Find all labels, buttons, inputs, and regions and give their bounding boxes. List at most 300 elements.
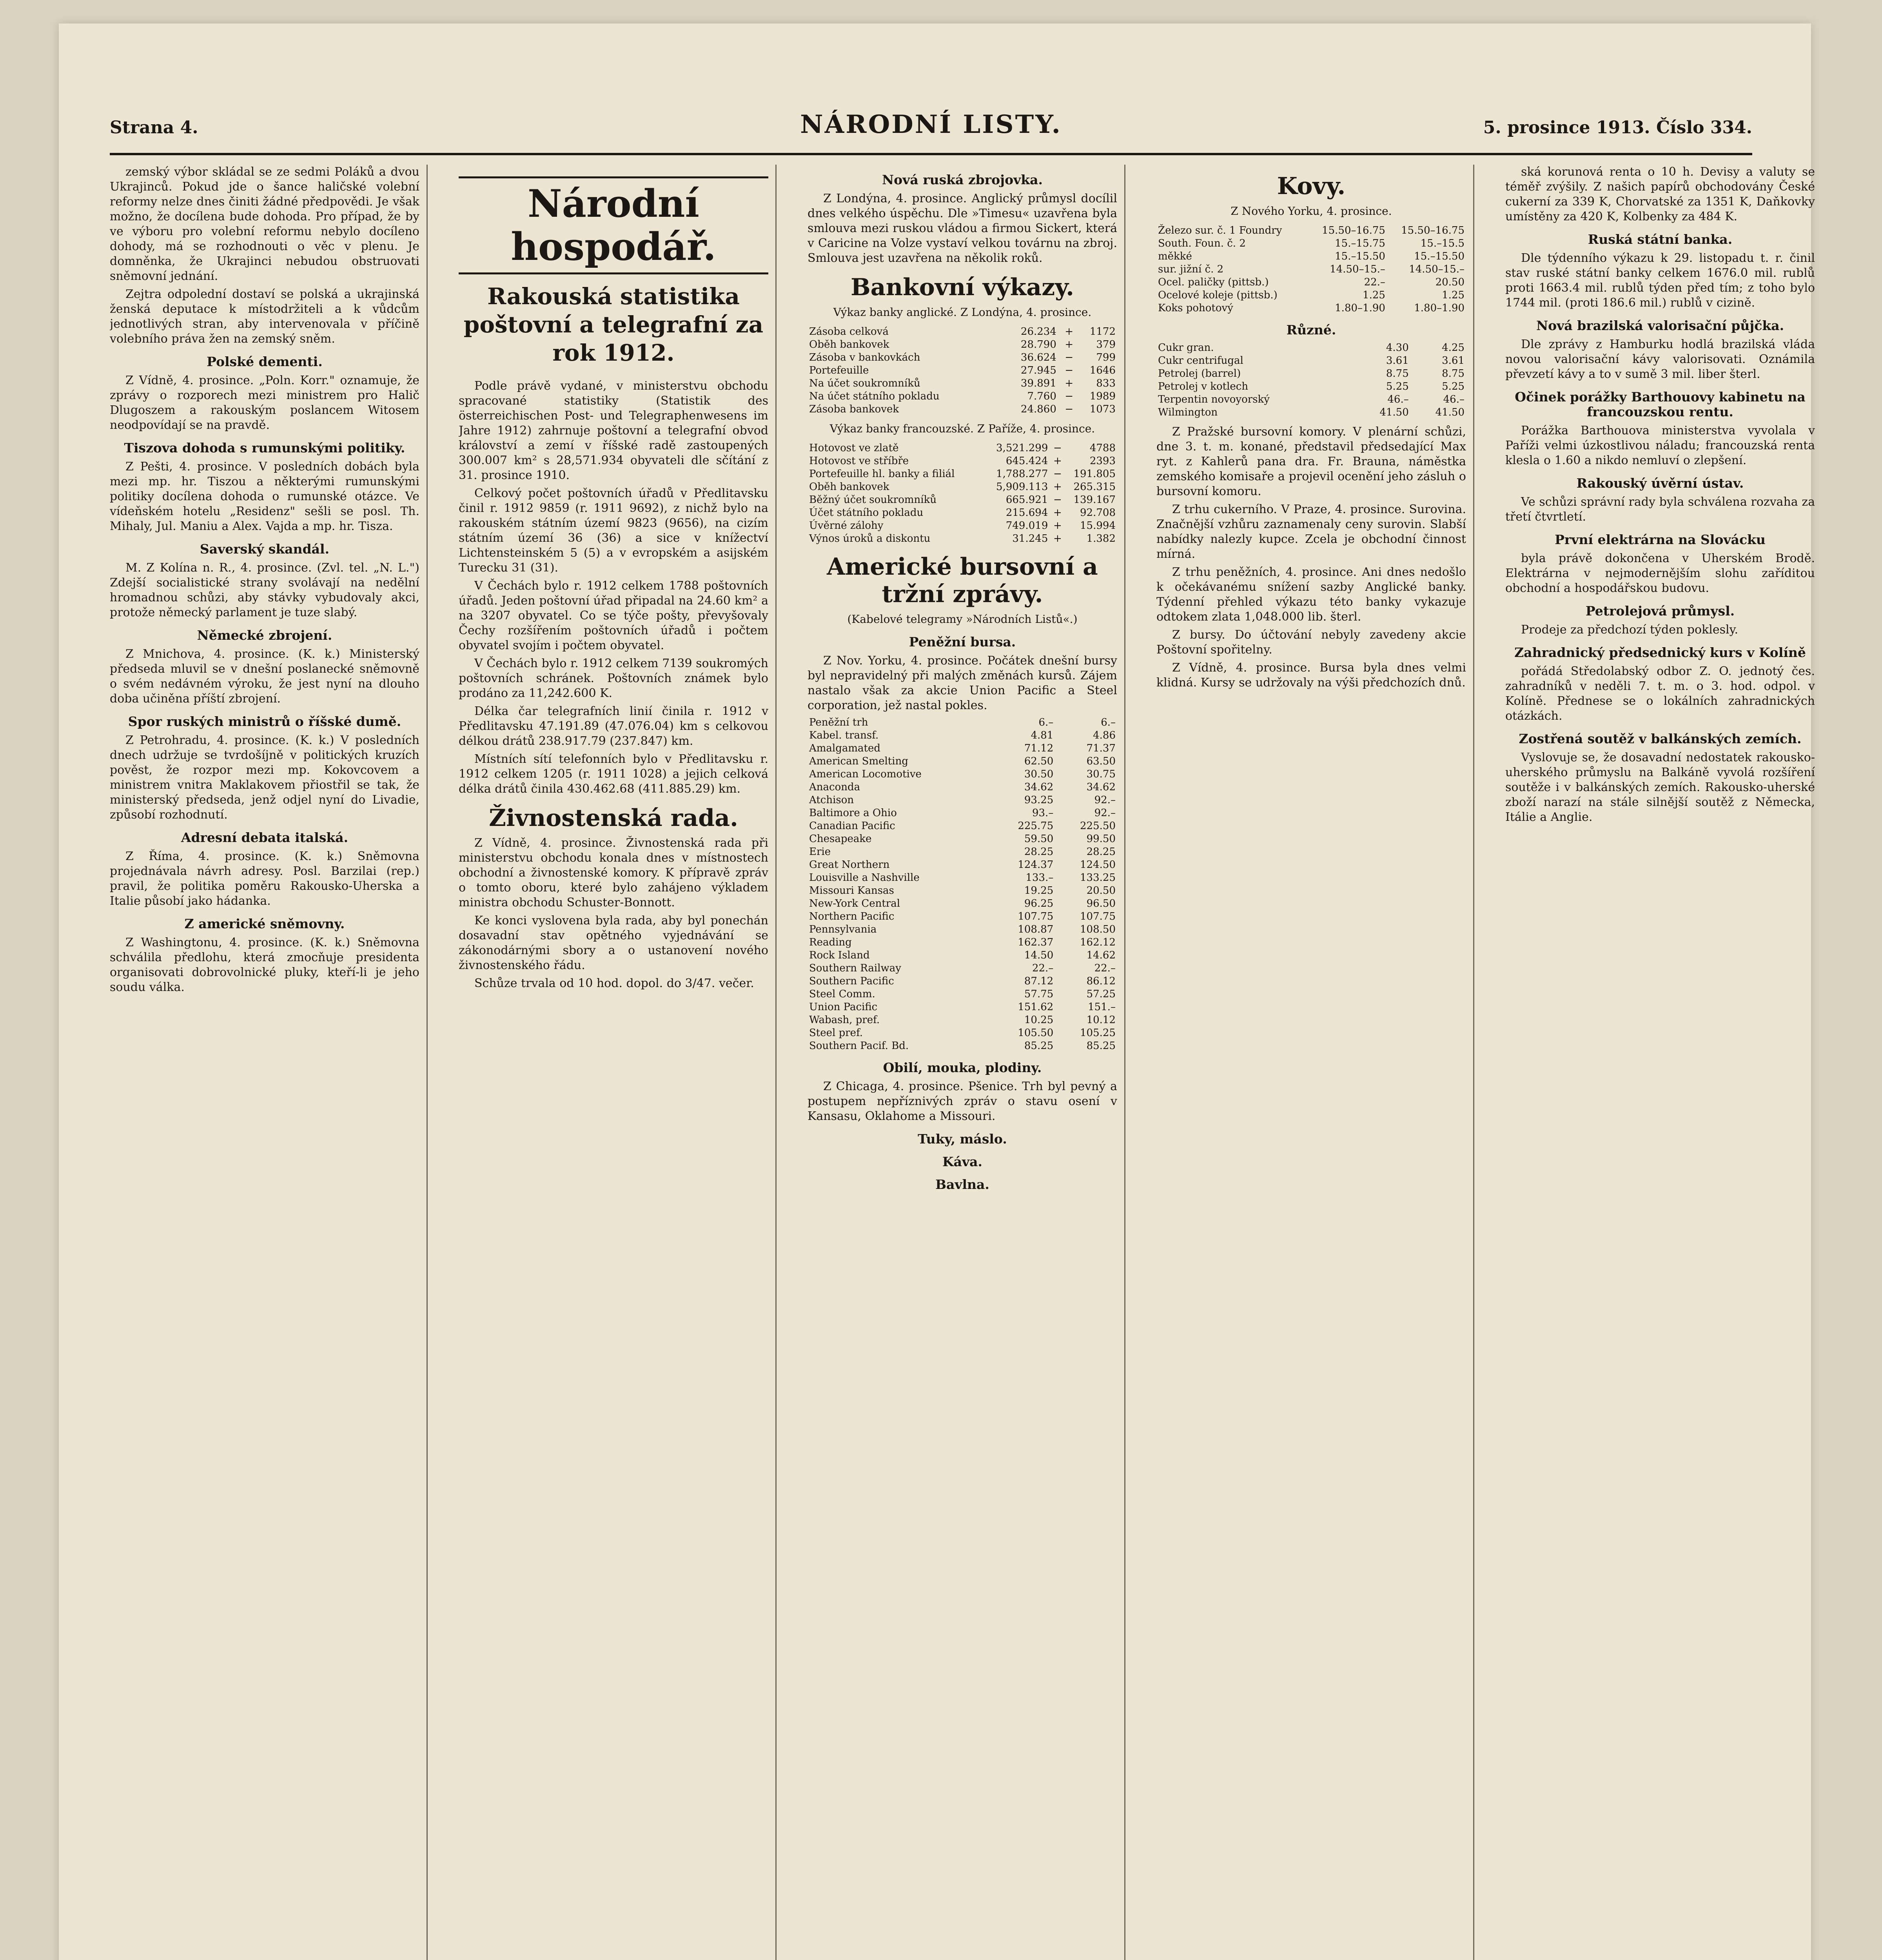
cell-value: 59.50 — [1024, 833, 1054, 845]
cell-value: 151.– — [1088, 1001, 1116, 1013]
cell-value: 665.921 — [1005, 494, 1048, 506]
english-bank-table — [808, 325, 1117, 416]
cell-value: 15.–15.50 — [1414, 250, 1465, 262]
table-row — [808, 442, 1117, 455]
cell-value: 4.25 — [1442, 342, 1465, 354]
row-label: Ocel. paličky (pittsb.) — [1158, 276, 1269, 288]
row-label: Cukr centrifugal — [1158, 355, 1243, 367]
cell-value: 5.25 — [1386, 381, 1409, 392]
cell-value: 15.994 — [1080, 520, 1116, 532]
cell-value: 1.25 — [1442, 289, 1465, 301]
paragraph: M. Z Kolína n. R., 4. prosince. (Zvl. tel. „N. L.") Zdejší socialistické strany svolávají na nedělní hromadnou schůzi, aby stávky vybudovaly akci, protože německý parlament je tuze slabý. — [110, 561, 419, 619]
cell-value: 5.25 — [1442, 381, 1465, 392]
table-row — [808, 884, 1117, 897]
cell-value: 24.860 — [1020, 403, 1056, 415]
table-row — [808, 768, 1117, 781]
paragraph: pořádá Středolabský odbor Z. O. jednotý čes. zahradníků v neděli 7. t. m. o 3. hod. odpol. v Kolíně. Přednese se o lokálních zahradnických otázkách. — [1505, 664, 1815, 723]
table-row — [808, 949, 1117, 962]
section-heading: Zostřená soutěž v balkánských zemích. — [1519, 731, 1802, 746]
paragraph: Ve schůzi správní rady byla schválena rozvaha za třetí čtvrtletí. — [1505, 495, 1815, 524]
table-row — [808, 403, 1117, 416]
paragraph: Délka čar telegrafních linií činila r. 1912 v Předlitavsku 47.191.89 (47.076.04) km s celkovou délkou drátů 238.917.79 (237.847) km. — [459, 704, 768, 748]
stock-table — [808, 716, 1117, 1053]
paragraph: Z Vídně, 4. prosince. Živnostenská rada při ministerstvu obchodu konala dnes v místnostech obchodní a živnostenské komory. K přípravě zpráv o tomto oboru, které bylo zahájeno výkladem ministra obchodu Schuster-Bonnott. — [459, 836, 768, 909]
paragraph: Ke konci vyslovena byla rada, aby byl ponechán dosavadní stav opětného vyjednávání se zákonodárnými sbory a o ustanovení nového živnostenského řádu. — [459, 914, 768, 972]
cell-value: + — [1065, 339, 1074, 350]
table-row — [808, 532, 1117, 545]
cell-value: 225.75 — [1018, 820, 1054, 832]
paragraph: Celkový počet poštovních úřadů v Předlitavsku činil r. 1912 9859 (r. 1911 9692), z nichž bylo na rakouském státním území 9823 (9656), na cizím státním území 36 (36) a sice v knížectví Lichtensteinském 5 (5) a v evropském a asijském Turecku 31 (31). — [459, 486, 768, 575]
masthead-title: NÁRODNÍ LISTY. — [800, 110, 1062, 139]
table-row — [1156, 250, 1466, 263]
cell-value: 1,788.277 — [996, 468, 1048, 480]
cell-value: 105.25 — [1080, 1027, 1116, 1039]
cell-value: 4.86 — [1093, 730, 1116, 741]
cell-value: 799 — [1096, 352, 1116, 363]
cell-value: 85.25 — [1086, 1040, 1116, 1052]
cell-value: 3.61 — [1442, 355, 1465, 367]
table-row — [1156, 263, 1466, 276]
row-label: Anaconda — [809, 781, 860, 793]
cell-value: − — [1053, 468, 1062, 480]
cell-value: 99.50 — [1086, 833, 1116, 845]
table-row — [808, 962, 1117, 975]
table-row — [808, 455, 1117, 468]
cell-value: 93.– — [1032, 807, 1054, 819]
cell-value: + — [1065, 326, 1074, 338]
cell-value: 1.80–1.90 — [1414, 302, 1465, 314]
cell-value: 71.37 — [1086, 742, 1116, 754]
cell-value: 15.–15.5 — [1420, 238, 1465, 249]
cell-value: 162.12 — [1080, 936, 1116, 948]
row-label: Pennsylvania — [809, 924, 877, 935]
cell-value: 4.30 — [1386, 342, 1409, 354]
cell-value: 151.62 — [1018, 1001, 1054, 1013]
table-row — [1156, 276, 1466, 289]
cell-value: 36.624 — [1020, 352, 1056, 363]
cell-value: 87.12 — [1024, 975, 1054, 987]
table-row — [808, 755, 1117, 768]
row-label: Steel Comm. — [809, 988, 875, 1000]
row-label: Ocelové koleje (pittsb.) — [1158, 289, 1278, 301]
cell-value: 20.50 — [1435, 276, 1465, 288]
paragraph: Z Nov. Yorku, 4. prosince. Počátek dnešní bursy byl nepravidelný při malých změnách kursů. Zájem nastalo však za akcie Union Pacific a Steel corporation, jež nastal pokles. — [808, 654, 1117, 712]
cell-value: 265.315 — [1073, 481, 1116, 493]
section-heading: Káva. — [942, 1154, 983, 1169]
table-row — [808, 481, 1117, 494]
table-row — [808, 975, 1117, 988]
paragraph: Z Petrohradu, 4. prosince. (K. k.) V posledních dnech udržuje se tvrdošíjně v politických kruzích pověst, že rozpor mezi mp. Kokovcovem a ministrem vnitra Maklakovem přiostřil se tak, že ministerský předseda, jenž odjel nyní do Livadie, způsobí rozhodnutí. — [110, 733, 419, 822]
cell-value: 8.75 — [1442, 368, 1465, 379]
cell-value: 10.25 — [1024, 1014, 1054, 1026]
table-row — [1156, 393, 1466, 406]
paragraph: Prodeje za předchozí týden poklesly. — [1521, 623, 1739, 637]
section-heading: Polské dementi. — [207, 354, 323, 369]
cell-value: 107.75 — [1080, 911, 1116, 922]
cell-value: 85.25 — [1024, 1040, 1054, 1052]
cell-value: 31.245 — [1012, 533, 1048, 544]
section-heading: Peněžní bursa. — [909, 634, 1016, 650]
section-heading: Rakouský úvěrní ústav. — [1576, 475, 1744, 491]
row-label: Steel pref. — [809, 1027, 863, 1039]
table-row — [808, 1027, 1117, 1040]
row-label: Southern Pacific — [809, 975, 894, 987]
paragraph: Z Mnichova, 4. prosince. (K. k.) Ministerský předseda mluvil se v dnešní poslanecké sněmovně o svém nedávném výroku, že jest nyní na dlouho doba učiněna příští zbrojení. — [110, 647, 419, 706]
french-bank-table — [808, 442, 1117, 545]
row-label: Zásoba celková — [809, 326, 889, 338]
row-label: Northern Pacific — [809, 911, 895, 922]
cell-value: 124.50 — [1080, 859, 1116, 871]
cell-value: 15.50–16.75 — [1401, 225, 1465, 236]
row-label: Úvěrné zálohy — [809, 520, 884, 532]
table-caption: Výkaz banky anglické. Z Londýna, 4. prosince. — [833, 306, 1092, 319]
section-heading: Různé. — [1286, 322, 1336, 338]
cell-value: 26.234 — [1020, 326, 1056, 338]
cell-value: 124.37 — [1018, 859, 1054, 871]
table-row — [808, 910, 1117, 923]
row-label: Great Northern — [809, 859, 890, 871]
cell-value: 4.81 — [1031, 730, 1054, 741]
paragraph: Dle týdenního výkazu k 29. listopadu t. r. činil stav ruské státní banky celkem 1676.0 mil. rublů proti 1663.4 mil. rublů týden před tím; z toho bylo 1744 mil. (proti 186.6 mil.) rublů v cizině. — [1505, 251, 1815, 310]
cell-value: − — [1065, 352, 1074, 363]
section-heading: Německé zbrojení. — [197, 628, 332, 643]
cell-value: 22.– — [1364, 276, 1385, 288]
column-4 — [1156, 165, 1474, 1960]
cell-value: 14.50–15.– — [1330, 263, 1385, 275]
cell-value: 14.50–15.– — [1409, 263, 1465, 275]
cell-value: 225.50 — [1080, 820, 1116, 832]
row-label: Union Pacific — [809, 1001, 878, 1013]
row-label: Southern Railway — [809, 962, 901, 974]
cell-value: + — [1053, 533, 1062, 544]
section-heading: Bavlna. — [935, 1177, 989, 1192]
paragraph: Z Vídně, 4. prosince. „Poln. Korr." oznamuje, že zprávy o rozporech mezi ministrem pro Halič Dlugoszem a rakouským poslancem Witosem neodpovídají se na pravdě. — [110, 374, 419, 432]
paragraph: Z Pešti, 4. prosince. V posledních dobách byla mezi mp. hr. Tiszou a některými rumunskými politiky docílena dohoda o rumunské otázce. Ve vídeňském hotelu „Residenz" sešli se posl. Th. Mihaly, Jul. Maniu a Alex. Vajda a mp. hr. Tisza. — [110, 460, 419, 533]
cell-value: 749.019 — [1005, 520, 1048, 532]
row-label: Wabash, pref. — [809, 1014, 880, 1026]
cell-value: − — [1053, 494, 1062, 506]
cell-value: 3,521.299 — [996, 442, 1048, 454]
cell-value: 46.– — [1443, 394, 1465, 405]
row-label: Canadian Pacific — [809, 820, 895, 832]
table-row — [808, 325, 1117, 338]
table-row — [1156, 341, 1466, 354]
cell-value: 14.62 — [1086, 949, 1116, 961]
section-heading: Saverský skandál. — [200, 541, 330, 557]
column-3 — [808, 165, 1125, 1960]
cell-value: 10.12 — [1086, 1014, 1116, 1026]
paragraph: Z trhu cukerního. V Praze, 4. prosince. Surovina. Značnější vzhůru zaznamenaly ceny surovin. Slabší nabídky nalezly kupce. Zcela je obchodní činnost mírná. — [1156, 503, 1466, 561]
column-5 — [1505, 165, 1822, 1960]
cell-value: 215.694 — [1005, 507, 1048, 519]
row-label: Běžný účet soukromníků — [809, 494, 937, 506]
cell-value: 92.– — [1094, 794, 1116, 806]
cell-value: 28.25 — [1086, 846, 1116, 858]
row-label: Cukr gran. — [1158, 342, 1214, 354]
cell-value: 39.891 — [1020, 377, 1056, 389]
row-label: Zásoba bankovek — [809, 403, 899, 415]
cell-value: 6.– — [1038, 717, 1054, 728]
cell-value: 30.75 — [1086, 768, 1116, 780]
cell-value: 34.62 — [1086, 781, 1116, 793]
paragraph: Z Washingtonu, 4. prosince. (K. k.) Sněmovna schválila předlohu, která zmocňuje presidenta organisovati dobrovolnické pluky, kteří-li je jeho soudu válka. — [110, 936, 419, 994]
row-label: Hotovost ve zlatě — [809, 442, 899, 454]
cell-value: 86.12 — [1086, 975, 1116, 987]
misc-table — [1156, 341, 1466, 419]
cell-value: 22.– — [1094, 962, 1116, 974]
paragraph: byla právě dokončena v Uherském Brodě. Elektrárna v nejmodernějším slohu zaříditou obchodní a hospodářskou budovu. — [1505, 552, 1815, 595]
table-row — [1156, 354, 1466, 367]
section-heading: Obilí, mouka, plodiny. — [883, 1060, 1042, 1075]
table-row — [808, 897, 1117, 910]
table-row — [808, 988, 1117, 1001]
table-row — [808, 936, 1117, 949]
row-label: Chesapeake — [809, 833, 872, 845]
cell-value: + — [1065, 377, 1074, 389]
table-row — [808, 846, 1117, 858]
cell-value: 46.– — [1387, 394, 1409, 405]
paragraph: Místních sítí telefonních bylo v Předlitavsku r. 1912 celkem 1205 (r. 1911 1028) a jejich celková délka drátů činila 430.462.68 (411.885.29) km. — [459, 752, 768, 796]
row-label: Koks pohotový — [1158, 302, 1233, 314]
cell-value: 22.– — [1032, 962, 1054, 974]
section-heading: Nová ruská zbrojovka. — [882, 172, 1043, 187]
cell-value: 5,909.113 — [996, 481, 1048, 493]
cell-value: 2393 — [1089, 455, 1116, 467]
article-title: Americké bursovní a tržní zprávy. — [827, 553, 1098, 608]
cell-value: 7.760 — [1027, 390, 1056, 402]
section-heading: První elektrárna na Slovácku — [1555, 532, 1766, 547]
cell-value: 57.75 — [1024, 988, 1054, 1000]
caption: (Kabelové telegramy »Národních Listů«.) — [847, 613, 1078, 626]
table-row — [808, 729, 1117, 742]
page-number: Strana 4. — [110, 118, 198, 138]
table-row — [1156, 224, 1466, 237]
cell-value: 57.25 — [1086, 988, 1116, 1000]
cell-value: 833 — [1096, 377, 1116, 389]
row-label: Louisville a Nashville — [809, 872, 920, 884]
row-label: New-York Central — [809, 898, 900, 909]
table-row — [808, 468, 1117, 481]
cell-value: 105.50 — [1018, 1027, 1054, 1039]
row-label: sur. jižní č. 2 — [1158, 263, 1224, 275]
table-row — [1156, 406, 1466, 419]
row-label: Oběh bankovek — [809, 339, 889, 350]
paragraph: Z Vídně, 4. prosince. Bursa byla dnes velmi klidná. Kursy se udržovaly na výši předchozích dnů. — [1156, 661, 1466, 690]
cell-value: + — [1053, 520, 1062, 532]
row-label: Železo sur. č. 1 Foundry — [1158, 225, 1282, 236]
row-label: Rock Island — [809, 949, 870, 961]
cell-value: 1989 — [1089, 390, 1116, 402]
table-row — [808, 1014, 1117, 1027]
paragraph: Schůze trvala od 10 hod. dopol. do 3/47. večer. — [474, 976, 754, 990]
table-row — [808, 923, 1117, 936]
paragraph: V Čechách bylo r. 1912 celkem 1788 poštovních úřadů. Jeden poštovní úřad připadal na 24.60 km² a na 3207 obyvatel. Co se týče pošty, převyšovaly Čechy rozšířením poštovních úřadů i počtem obyvatel svojím i počtem obyvatel. — [459, 579, 768, 652]
cell-value: 108.87 — [1018, 924, 1054, 935]
row-label: Missouri Kansas — [809, 885, 894, 897]
row-label: Portefeuille — [809, 365, 869, 376]
cell-value: 41.50 — [1435, 407, 1465, 418]
cell-value: 34.62 — [1024, 781, 1054, 793]
cell-value: 8.75 — [1386, 368, 1409, 379]
paragraph: Dle zprávy z Hamburku hodlá brazilská vláda novou valorisační kávy valorisovati. Oznámila převzetí kávy a to v sumě 3 mil. liber šterl. — [1505, 338, 1815, 381]
column-2 — [459, 165, 777, 1960]
newspaper-page — [59, 24, 1815, 1960]
article-title: Bankovní výkazy. — [850, 274, 1074, 301]
paragraph: Z bursy. Do účtování nebyly zavedeny akcie Poštovní spořitelny. — [1156, 628, 1466, 657]
table-row — [808, 794, 1117, 807]
row-label: Atchison — [809, 794, 854, 806]
section-heading: Tuky, máslo. — [918, 1131, 1007, 1147]
table-row — [808, 858, 1117, 871]
table-row — [808, 390, 1117, 403]
row-label: Oběh bankovek — [809, 481, 889, 493]
cell-value: 1.80–1.90 — [1335, 302, 1385, 314]
row-label: Na účet státního pokladu — [809, 390, 940, 402]
row-label: Peněžní trh — [809, 717, 868, 728]
column-1 — [110, 165, 428, 1960]
cell-value: 63.50 — [1086, 755, 1116, 767]
section-heading: Tiszova dohoda s rumunskými politiky. — [124, 440, 405, 456]
table-row — [808, 716, 1117, 729]
paragraph: Z trhu peněžních, 4. prosince. Ani dnes nedošlo k očekávanému snížení sazby Anglické banky. Týdenní přehled výkazu této banky vykazuje odtokem zlata 1,048.000 lib. šterl. — [1156, 565, 1466, 624]
cell-value: 96.25 — [1024, 898, 1054, 909]
table-row — [808, 338, 1117, 351]
paragraph: zemský výbor skládal se ze sedmi Poláků a dvou Ukrajinců. Pokud jde o šance haličské volební reformy nelze dnes činiti žádné předpovědi. Je však možno, že docílena bude dohoda. Pro případ, že by ve výboru pro volební reformu nebylo docíleno dohody, má se rozhodnouti o věc v plenu. Je domněnka, že Ukrajinci nebudou obstruovati sněmovní jednání. — [110, 165, 419, 283]
cell-value: 15.–15.50 — [1335, 250, 1385, 262]
table-row — [808, 742, 1117, 755]
row-label: Baltimore a Ohio — [809, 807, 897, 819]
paragraph: Z Pražské bursovní komory. V plenární schůzi, dne 3. t. m. konané, představil předsedající Max ryt. z Kahlerů pana dra. Fr. Brauna, náměstka zemského komisaře a projevil ocenění jeho zásluh o bursovní komoru. — [1156, 425, 1466, 498]
table-row — [1156, 367, 1466, 380]
row-label: Petrolej (barrel) — [1158, 368, 1241, 379]
section-title: Národní hospodář. — [459, 176, 768, 274]
table-row — [1156, 289, 1466, 302]
paragraph: Z Chicaga, 4. prosince. Pšenice. Trh byl pevný a postupem nepříznivých zpráv o stavu osení v Kansasu, Oklahome a Missouri. — [808, 1080, 1117, 1123]
table-row — [808, 377, 1117, 390]
table-row — [808, 351, 1117, 364]
metals-table — [1156, 224, 1466, 315]
paragraph: Zejtra odpolední dostaví se polská a ukrajinská ženská deputace k místodržiteli a k vůdcům jednotlivých stran, aby intervenovala v příčině volebního práva žen na zemský sněm. — [110, 287, 419, 346]
cell-value: 162.37 — [1018, 936, 1054, 948]
cell-value: 645.424 — [1005, 455, 1048, 467]
paragraph: Vyslovuje se, že dosavadní nedostatek rakousko-uherského průmyslu na Balkáně vyvolá rozšíření soutěže i v balkánských zemích. Rakousko-uherské zboží narazí na stále silnější soutěž z Německa, Itálie a Anglie. — [1505, 751, 1815, 824]
table-row — [808, 506, 1117, 519]
cell-value: 30.50 — [1024, 768, 1054, 780]
cell-value: 133.– — [1025, 872, 1054, 884]
cell-value: 107.75 — [1018, 911, 1054, 922]
row-label: Kabel. transf. — [809, 730, 879, 741]
cell-value: 27.945 — [1020, 365, 1056, 376]
section-heading: Ruská státní banka. — [1588, 232, 1733, 247]
section-heading: Adresní debata italská. — [181, 830, 348, 845]
table-row — [808, 1001, 1117, 1014]
section-heading: Očinek porážky Barthouovy kabinetu na francouzskou rentu. — [1515, 389, 1806, 419]
paragraph: Podle právě vydané, v ministerstvu obchodu spracované statistiky (Statistik des österreichischen Post- und Telegraphenwesens im Jahre 1912) zahrnuje poštovní a telegrafní obvod království a zemí v říšské radě zastoupených 300.007 km² s 28,571.934 obyvateli dle sčítání z 31. prosince 1910. — [459, 379, 768, 482]
cell-value: − — [1053, 442, 1062, 454]
row-label: Portefeuille hl. banky a filiál — [809, 468, 955, 480]
paragraph: ská korunová renta o 10 h. Devisy a valuty se téměř zvýšily. Z našich papírů obchodovány České cukerní za 339 K, Chorvatské za 1351 K, Daňkovky umístěny za 420 K, Kolbenky za 484 K. — [1505, 165, 1815, 223]
cell-value: 20.50 — [1086, 885, 1116, 897]
cell-value: 1073 — [1089, 403, 1116, 415]
cell-value: 41.50 — [1379, 407, 1409, 418]
cell-value: + — [1053, 481, 1062, 493]
table-row — [808, 519, 1117, 532]
table-row — [808, 871, 1117, 884]
row-label: Hotovost ve stříbře — [809, 455, 909, 467]
paragraph: Porážka Barthouova ministerstva vyvolala v Paříži velmi úzkostlivou náladu; francouzská renta klesla o 1.60 a nikdo nemluví o zlepšení. — [1505, 424, 1815, 467]
row-label: Zásoba v bankovkách — [809, 352, 920, 363]
cell-value: 133.25 — [1080, 872, 1116, 884]
paragraph: Z Říma, 4. prosince. (K. k.) Sněmovna projednávala návrh adresy. Posl. Barzilai (rep.) pravil, že politika poměru Rakousko-Uherska a Italie působí jako hádanka. — [110, 849, 419, 908]
row-label: Reading — [809, 936, 852, 948]
row-label: Účet státního pokladu — [809, 507, 924, 519]
row-label: Wilmington — [1158, 407, 1218, 418]
table-row — [808, 781, 1117, 794]
cell-value: 28.790 — [1020, 339, 1056, 350]
article-title: Kovy. — [1277, 172, 1346, 200]
table-row — [808, 833, 1117, 846]
table-row — [1156, 380, 1466, 393]
row-label: Terpentin novoyorský — [1158, 394, 1270, 405]
cell-value: 4788 — [1089, 442, 1116, 454]
cell-value: − — [1065, 403, 1074, 415]
cell-value: 1172 — [1089, 326, 1116, 338]
cell-value: 62.50 — [1024, 755, 1054, 767]
row-label: Na účet soukromníků — [809, 377, 920, 389]
cell-value: 15.50–16.75 — [1322, 225, 1385, 236]
issue-date: 5. prosince 1913. Číslo 334. — [1483, 118, 1752, 138]
cell-value: 19.25 — [1024, 885, 1054, 897]
table-row — [808, 364, 1117, 377]
cell-value: 92.708 — [1080, 507, 1116, 519]
cell-value: 71.12 — [1024, 742, 1054, 754]
cell-value: 96.50 — [1086, 898, 1116, 909]
cell-value: 1.382 — [1086, 533, 1116, 544]
cell-value: + — [1053, 455, 1062, 467]
cell-value: − — [1065, 365, 1074, 376]
paragraph: V Čechách bylo r. 1912 celkem 7139 soukromých poštovních schránek. Poštovních známek bylo prodáno za 11,242.600 K. — [459, 657, 768, 700]
cell-value: 14.50 — [1024, 949, 1054, 961]
section-heading: Petrolejová průmysl. — [1585, 603, 1735, 619]
row-label: American Smelting — [809, 755, 908, 767]
cell-value: 191.805 — [1073, 468, 1116, 480]
cell-value: 1646 — [1089, 365, 1116, 376]
paragraph: Z Londýna, 4. prosince. Anglický průmysl docílil dnes velkého úspěchu. Dle »Timesu« uzavřena byla smlouva mezi ruskou vládou a firmou Sickert, která v Caricine na Volze vystaví velkou továrnu na zbroj. Smlouva jest uzavřena na několik roků. — [808, 192, 1117, 265]
section-heading: Nová brazilská valorisační půjčka. — [1536, 318, 1784, 333]
section-heading: Zahradnický předsednický kurs v Kolíně — [1514, 645, 1806, 660]
cell-value: 6.– — [1101, 717, 1116, 728]
row-label: Erie — [809, 846, 831, 858]
cell-value: 379 — [1096, 339, 1116, 350]
cell-value: 1.25 — [1363, 289, 1385, 301]
page-header — [110, 110, 1752, 155]
table-row — [808, 820, 1117, 833]
row-label: South. Foun. č. 2 — [1158, 238, 1246, 249]
row-label: Výnos úroků a diskontu — [809, 533, 931, 544]
cell-value: 92.– — [1094, 807, 1116, 819]
cell-value: − — [1065, 390, 1074, 402]
article-title: Rakouská statistika poštovní a telegrafní za rok 1912. — [463, 283, 764, 366]
row-label: Petrolej v kotlech — [1158, 381, 1249, 392]
table-row — [1156, 237, 1466, 250]
cell-value: 28.25 — [1024, 846, 1054, 858]
article-title: Živnostenská rada. — [489, 804, 738, 832]
table-row — [808, 807, 1117, 820]
table-row — [1156, 302, 1466, 315]
table-caption: Výkaz banky francouzské. Z Paříže, 4. prosince. — [829, 422, 1095, 435]
cell-value: 15.–15.75 — [1335, 238, 1385, 249]
section-heading: Z americké sněmovny. — [184, 916, 345, 931]
